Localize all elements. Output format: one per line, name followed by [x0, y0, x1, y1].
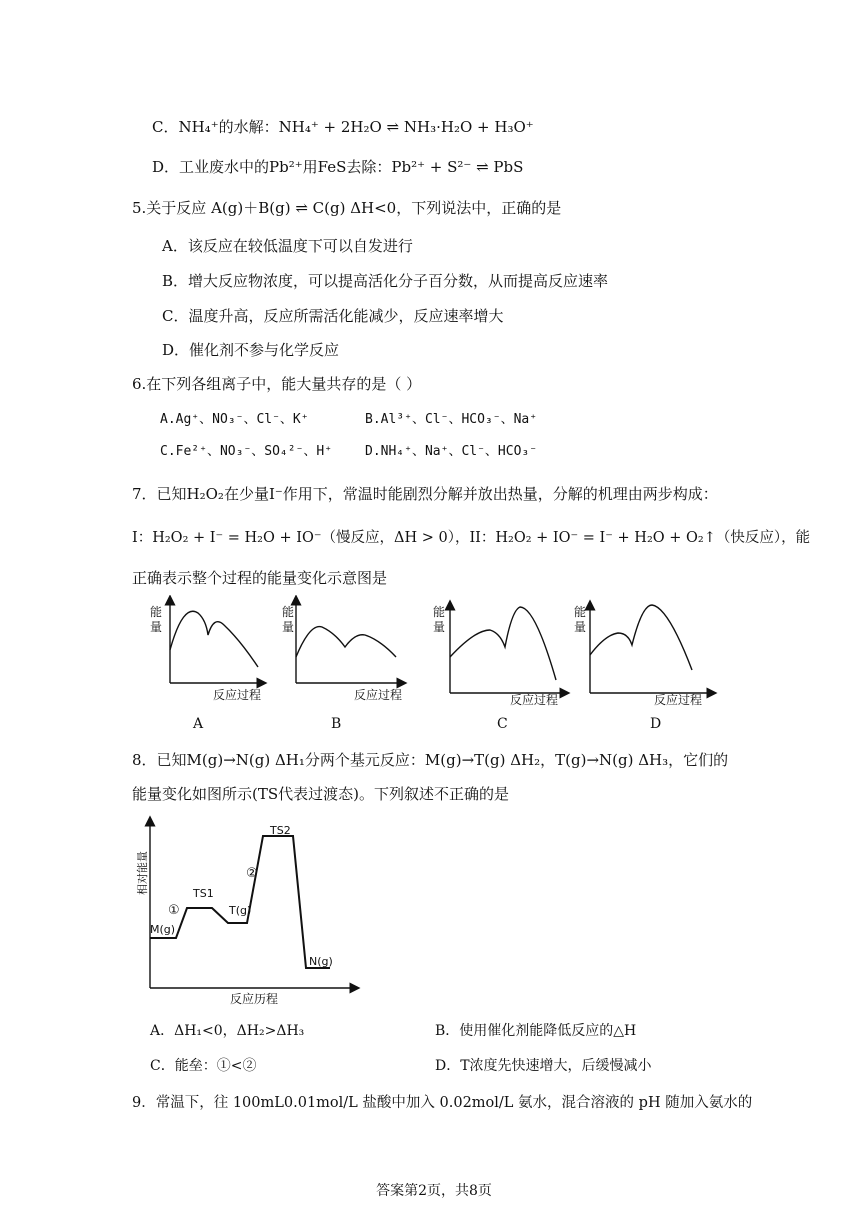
- q6-stem: 6.在下列各组离子中，能大量共存的是（ ）: [132, 375, 422, 393]
- q5-stem: 5.关于反应 A(g)＋B(g) ⇌ C(g) ΔH<0，下列说法中，正确的是: [132, 199, 562, 217]
- q6-option-a: A.Ag⁺、NO₃⁻、Cl⁻、K⁺: [160, 412, 309, 427]
- q7-letter-b: B: [331, 716, 342, 732]
- q7-b-ylabel: 能 量: [282, 605, 295, 634]
- curve-c: [450, 607, 556, 680]
- q7-letter-d: D: [650, 716, 662, 732]
- q9-stem: 9．常温下，往 100mL0.01mol/L 盐酸中加入 0.02mol/L 氨水，混合溶液的 pH 随加入氨水的: [132, 1095, 753, 1111]
- q6-option-c: C.Fe²⁺、NO₃⁻、SO₄²⁻、H⁺: [160, 444, 333, 459]
- q8-option-a: A．ΔH₁<0，ΔH₂>ΔH₃: [150, 1023, 305, 1039]
- q8-option-c: C．能垒：①<②: [150, 1058, 257, 1074]
- q6-option-b: B.Al³⁺、Cl⁻、HCO₃⁻、Na⁺: [365, 412, 538, 427]
- diagram-b: [296, 600, 402, 683]
- q8-ylabel: 相对能量: [136, 851, 149, 895]
- q8-label-n: N(g): [309, 955, 333, 968]
- curve-b: [296, 627, 396, 657]
- q8-tail: 能量变化如图所示(TS代表过渡态)。下列叙述不正确的是: [132, 785, 509, 803]
- q5-option-d: D．催化剂不参与化学反应: [162, 341, 340, 359]
- q4-option-c: C．NH₄⁺的水解：NH₄⁺ + 2H₂O ⇌ NH₃·H₂O + H₃O⁺: [152, 118, 534, 136]
- q4-option-d: D．工业废水中的Pb²⁺用FeS去除：Pb²⁺ + S²⁻ ⇌ PbS: [152, 158, 524, 176]
- energy-path: [150, 836, 330, 968]
- q8-stem: 8．已知M(g)→N(g) ΔH₁分两个基元反应：M(g)→T(g) ΔH₂，T(g)→N(g) ΔH₃，它们的: [132, 751, 729, 769]
- curve-a: [170, 611, 258, 667]
- q8-label-ts2: TS2: [270, 824, 291, 837]
- q7-stem: 7．已知H₂O₂在少量I⁻作用下，常温时能剧烈分解并放出热量，分解的机理由两步构成：: [132, 485, 718, 503]
- q8-xlabel: 反应历程: [230, 992, 279, 1006]
- diagram-c: [450, 605, 565, 693]
- q7-d-ylabel: 能 量: [574, 605, 587, 634]
- q7-tail: 正确表示整个过程的能量变化示意图是: [132, 569, 388, 587]
- curve-d: [590, 605, 692, 670]
- q5-option-a: A．该反应在较低温度下可以自发进行: [162, 237, 413, 255]
- q8-label-m: M(g): [150, 923, 176, 936]
- q7-a-ylabel: 能 量: [150, 605, 163, 634]
- q8-label-t: T(g): [229, 904, 252, 917]
- q7-c-ylabel: 能 量: [433, 605, 446, 634]
- page-footer: 答案第2页，共8页: [376, 1183, 492, 1199]
- q5-option-c: C．温度升高，反应所需活化能减少，反应速率增大: [162, 307, 504, 325]
- q8-option-d: D．T浓度先快速增大，后缓慢减小: [435, 1058, 652, 1074]
- q7-a-xlabel: 反应过程: [213, 688, 262, 702]
- q7-b-xlabel: 反应过程: [354, 688, 403, 702]
- q8-label-ts1: TS1: [193, 887, 214, 900]
- q7-d-xlabel: 反应过程: [654, 693, 703, 707]
- q7-letter-c: C: [497, 716, 508, 732]
- diagram-a: [170, 600, 262, 683]
- q7-letter-a: A: [193, 716, 204, 732]
- q8-label-step2: ②: [246, 866, 258, 881]
- q6-option-d: D.NH₄⁺、Na⁺、Cl⁻、HCO₃⁻: [365, 444, 538, 459]
- q7-c-xlabel: 反应过程: [510, 693, 559, 707]
- q8-option-b: B．使用催化剂能降低反应的△H: [435, 1023, 637, 1039]
- q8-label-step1: ①: [168, 903, 180, 918]
- diagram-d: [590, 605, 712, 693]
- q5-option-b: B．增大反应物浓度，可以提高活化分子百分数，从而提高反应速率: [162, 272, 609, 290]
- q7-mechanism: I：H₂O₂ + I⁻ = H₂O + IO⁻（慢反应，ΔH > 0），II：H₂O₂ + IO⁻ = I⁻ + H₂O + O₂↑（快反应），能: [132, 530, 811, 546]
